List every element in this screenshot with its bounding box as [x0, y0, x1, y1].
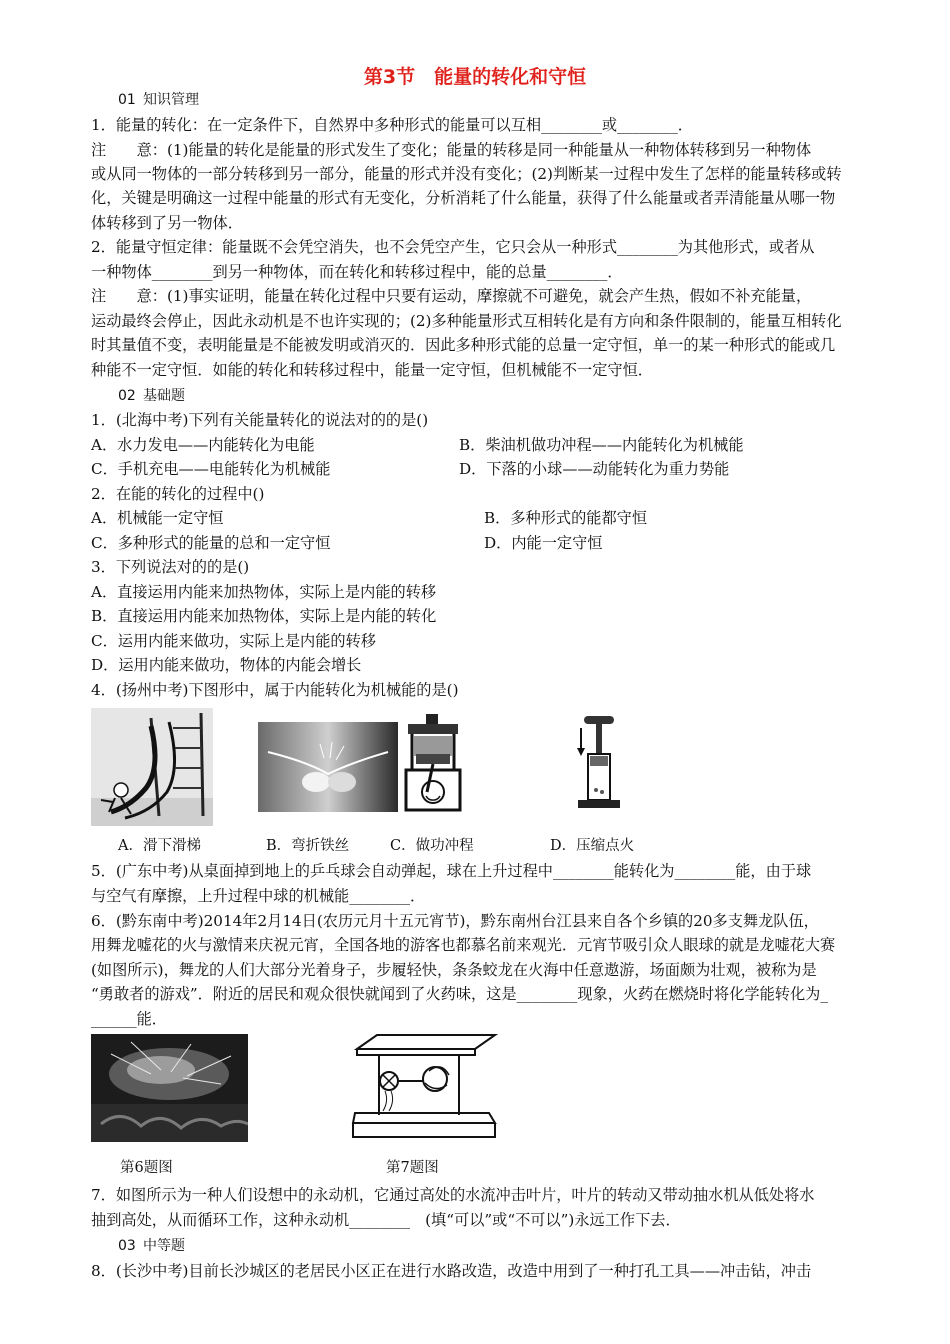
note-2-line-2: 运动最终会停止，因此永动机是不也许实现的；(2)多种能量形式互相转化是有方向和条件限制的，能量互相转化: [91, 312, 842, 330]
question-3-option-d: D．运用内能来做功，物体的内能会增长: [91, 656, 362, 674]
figure-caption-a: A．滑下滑梯: [118, 838, 201, 854]
question-3-option-a: A．直接运用内能来加热物体，实际上是内能的转移: [91, 583, 437, 601]
page-title: 第3节 能量的转化和守恒: [363, 66, 587, 88]
slide-figure: [91, 708, 213, 826]
question-3-stem: 3．下列说法对的的是(): [91, 558, 250, 576]
question-8-line-1: 8．(长沙中考)目前长沙城区的老居民小区正在进行水路改造，改造中用到了一种打孔工具——冲击钻，冲击: [91, 1262, 812, 1280]
figure-caption-d: D．压缩点火: [550, 838, 635, 854]
engine-stroke-figure: [402, 714, 464, 814]
fire-dragon-photo: [91, 1034, 248, 1142]
section-number: 01: [118, 92, 136, 108]
question-2-option-a: A．机械能一定守恒: [91, 509, 224, 527]
question-3-option-c: C．运用内能来做功，实际上是内能的转移: [91, 632, 376, 650]
question-1-option-a: A．水力发电——内能转化为电能: [91, 436, 315, 454]
question-6-line-2: 用舞龙嘘花的火与激情来庆祝元宵，全国各地的游客也都慕名前来观光．元宵节吸引众人眼球的就是龙嘘花大赛: [91, 936, 836, 954]
question-1-stem: 1．(北海中考)下列有关能量转化的说法对的的是(): [91, 411, 429, 429]
question-6-line-1: 6．(黔东南中考)2014年2月14日(农历元月十五元宵节)，黔东南州台江县来自各个乡镇的20多支舞龙队伍，: [91, 912, 819, 930]
question-1-option-d: D．下落的小球——动能转化为重力势能: [459, 460, 730, 478]
question-4-stem: 4．(扬州中考)下图形中，属于内能转化为机械能的是(): [91, 681, 459, 699]
note-1-line-1: 注 意：(1)能量的转化是能量的形式发生了变化；能量的转移是同一种能量从一种物体转移到另一种物体: [91, 141, 812, 159]
question-1-option-c: C．手机充电——电能转化为机械能: [91, 460, 331, 478]
section-heading: 知识管理: [143, 92, 199, 108]
question-6-line-5: ______能．: [91, 1010, 167, 1028]
knowledge-point-1: 1．能量的转化：在一定条件下，自然界中多种形式的能量可以互相________或________．: [91, 116, 693, 134]
section-number: 02: [118, 388, 136, 404]
note-1-line-2: 或从同一物体的一部分转移到另一部分，能量的形式并没有变化；(2)判断某一过程中发生了怎样的能量转移或转: [91, 165, 842, 183]
note-1-line-3: 化，关键是明确这一过程中能量的形式有无变化，分析消耗了什么能量，获得了什么能量或者弄清能量从哪一物: [91, 189, 836, 207]
question-7-line-2: 抽到高处，从而循环工作，这种永动机________ (填“可以”或“不可以”)永远工作下去．: [91, 1211, 681, 1229]
section-number: 03: [118, 1238, 136, 1254]
note-2-line-4: 种能不一定守恒．如能的转化和转移过程中，能量一定守恒，但机械能不一定守恒．: [91, 361, 653, 379]
note-1-line-4: 体转移到了另一物体．: [91, 214, 243, 232]
question-5-line-2: 与空气有摩擦，上升过程中球的机械能________．: [91, 887, 426, 905]
note-2-line-1: 注 意：(1)事实证明，能量在转化过程中只要有运动，摩擦就不可避免，就会产生热，假如不补充能量，: [91, 287, 812, 305]
question-2-stem: 2．在能的转化的过程中(): [91, 485, 265, 503]
question-2-option-d: D．内能一定守恒: [484, 534, 603, 552]
question-1-option-b: B．柴油机做功冲程——内能转化为机械能: [459, 436, 744, 454]
knowledge-point-2-line-2: 一种物体________到另一种物体，而在转化和转移过程中，能的总量________．: [91, 263, 623, 281]
figure-caption-c: C．做功冲程: [390, 838, 474, 854]
question-7-line-1: 7．如图所示为一种人们设想中的永动机，它通过高处的水流冲击叶片，叶片的转动又带动抽水机从低处将水: [91, 1186, 815, 1204]
compression-ignition-figure: [574, 716, 624, 810]
section-heading: 基础题: [143, 388, 185, 404]
perpetual-motion-figure: [349, 1031, 501, 1149]
question-2-option-c: C．多种形式的能量的总和一定守恒: [91, 534, 331, 552]
knowledge-point-2-line-1: 2．能量守恒定律：能量既不会凭空消失，也不会凭空产生，它只会从一种形式________为其他形式，或者从: [91, 238, 815, 256]
note-2-line-3: 时其量值不变，表明能量是不能被发明或消灭的．因此多种形式能的总量一定守恒，单一的某一种形式的能或几: [91, 336, 836, 354]
figure-caption-q6: 第6题图: [120, 1160, 173, 1176]
figure-caption-q7: 第7题图: [386, 1160, 439, 1176]
question-6-line-4: “勇敢者的游戏”．附近的居民和观众很快就闻到了火药味，这是________现象，火药在燃烧时将化学能转化为_: [91, 985, 828, 1003]
question-3-option-b: B．直接运用内能来加热物体，实际上是内能的转化: [91, 607, 437, 625]
section-heading: 中等题: [143, 1238, 185, 1254]
question-6-line-3: (如图所示)，舞龙的人们大部分光着身子，步履轻快，条条蛟龙在火海中任意遨游，场面颇为壮观，被称为是: [91, 961, 817, 979]
question-5-line-1: 5．(广东中考)从桌面掉到地上的乒乓球会自动弹起，球在上升过程中________能转化为________能，由于球: [91, 862, 812, 880]
bending-wire-figure: [258, 722, 398, 812]
figure-caption-b: B．弯折铁丝: [266, 838, 350, 854]
question-2-option-b: B．多种形式的能都守恒: [484, 509, 648, 527]
